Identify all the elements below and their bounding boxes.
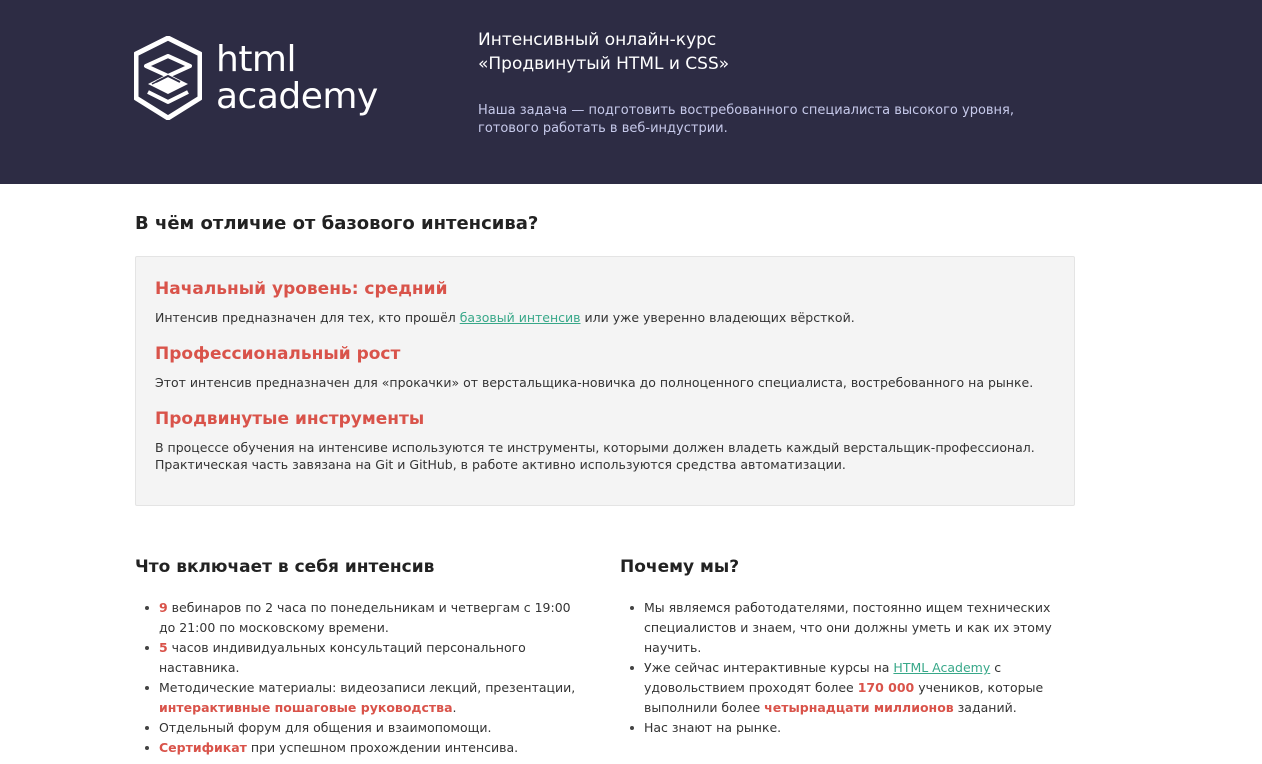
text-fragment: при успешном прохождении интенсива. [246,740,519,755]
course-title-line2: «Продвинутый HTML и CSS» [478,54,730,74]
html-academy-link[interactable]: HTML Academy [893,660,991,675]
difference-section [135,212,1075,236]
list-item [159,738,590,758]
difference-item-text: В процессе обучения на интенсиве используются те инструменты, которыми должен владеть каждый верстальщик-профессионал. Практическая часть завязана на Git и GitHub, в работе активно используются средства автоматизации. [155,440,1035,472]
text-fragment: заданий. [953,700,1017,715]
academy-shield-icon [134,36,202,120]
highlight-number: 9 [159,600,168,615]
difference-box [135,256,1075,506]
list-item [159,678,590,718]
difference-item [155,342,1055,391]
includes-section [135,556,590,758]
highlight-text: Сертификат [159,740,247,755]
list-item: Отдельный форум для общения и взаимопомощи. [159,718,590,738]
course-title [478,28,1078,76]
list-item [159,638,590,678]
list-item [644,658,1075,718]
logo-wordmark [216,41,378,115]
list-item [159,598,590,638]
page-header [0,0,1262,184]
header-info [478,28,1078,138]
highlight-text: интерактивные пошаговые руководства [159,700,453,715]
difference-item-text: Этот интенсив предназначен для «прокачки» от верстальщика-новичка до полноценного специалиста, востребованного на рынке. [155,375,1034,390]
logo-line-html: html [216,39,297,80]
text-fragment: вебинаров по 2 часа по понедельникам и четвергам с 19:00 до 21:00 по московскому времени. [159,600,571,635]
text-fragment: или уже уверенно владеющих вёрсткой. [580,310,855,325]
why-us-list [620,598,1075,738]
list-item: Мы являемся работодателями, постоянно ищем технических специалистов и знаем, что они должны уметь и как их этому научить. [644,598,1075,658]
difference-item-title: Профессиональный рост [155,344,401,364]
highlight-text: четырнадцати миллионов [764,700,954,715]
text-fragment: учеников, которые выполнили более [644,680,1044,715]
text-fragment: Уже сейчас интерактивные курсы на [644,660,894,675]
text-fragment: часов индивидуальных консультаций персонального наставника. [159,640,526,675]
basic-intensive-link[interactable]: базовый интенсив [459,310,581,325]
difference-item-title: Продвинутые инструменты [155,409,425,429]
text-fragment: . [452,700,457,715]
difference-item [155,407,1055,473]
course-title-line1: Интенсивный онлайн-курс [478,30,717,50]
highlight-number: 170 000 [857,680,915,695]
text-fragment: с удовольствием проходят более [644,660,1002,695]
text-fragment: Интенсив предназначен для тех, кто прошёл [155,310,460,325]
difference-item-text [155,309,1055,326]
course-description: Наша задача — подготовить востребованного специалиста высокого уровня, готового работать в веб-индустрии. [478,103,1015,136]
logo-line-academy: academy [216,76,378,117]
difference-item [155,277,1055,326]
difference-item-title: Начальный уровень: средний [155,279,448,299]
difference-title: В чём отличие от базового интенсива? [135,213,539,234]
list-item: Нас знают на рынке. [644,718,1075,738]
highlight-number: 5 [159,640,168,655]
why-us-section [620,556,1075,738]
html-academy-logo[interactable] [134,35,394,121]
why-us-title: Почему мы? [620,557,740,577]
includes-list [135,598,590,758]
text-fragment: Методические материалы: видеозаписи лекций, презентации, [159,680,576,695]
includes-title: Что включает в себя интенсив [135,557,435,577]
